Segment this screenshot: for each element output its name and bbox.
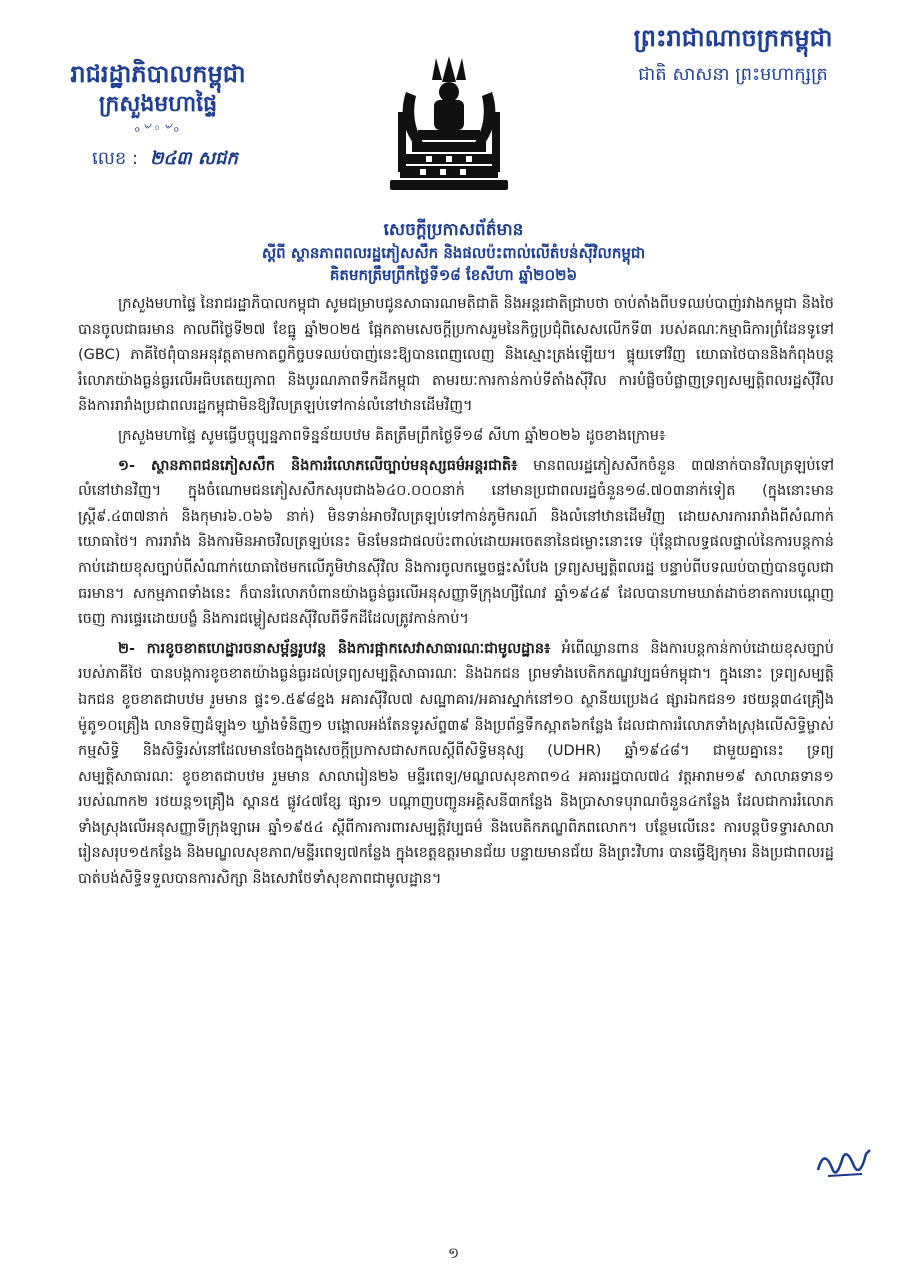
- left-header: [58, 58, 258, 138]
- kingdom-name: ព្រះរាជាណាចក្រកម្ពុជា: [633, 24, 833, 52]
- government-name: រាជរដ្ឋាភិបាលកម្ពុជា: [70, 60, 246, 88]
- reference-value: ២៤៣ សជក: [149, 148, 238, 169]
- reference-number: [92, 146, 312, 172]
- item-2-title: ២- ការខូចខាតហេដ្ឋារចនាសម្ព័ន្ធរូបវន្ត និងការផ្អាកសេវាសាធារណៈជាមូលដ្ឋាន៖: [118, 640, 551, 657]
- report-intro-paragraph: ក្រសួងមហាផ្ទៃ សូមធ្វើបច្ចុប្បន្នភាពទិន្នន័យបឋម គិតត្រឹមព្រឹកថ្ងៃទី១៨ សីហា ឆ្នាំ២០២៦ ដូចខាងក្រោម៖: [118, 427, 666, 444]
- item-2-text: អំពើឈ្លានពាន និងការបន្តកាន់កាប់ដោយខុសច្បាប់របស់ភាគីថៃ បានបង្កការខូចខាតយ៉ាងធ្ងន់ធ្ងរដល់ទ្រព្យសម្បត្តិសាធារណៈ និងឯកជន ព្រមទាំងបេតិកភណ្ឌវប្បធម៌កម្ពុជា។ ក្នុងនោះ ទ្រព្យសម្បត្តិឯកជន ខូចខាតជាបឋម រួមមាន ផ្ទះ១.៥៩៨ខ្នង អគារស៊ីវិល៧ សណ្ឋាគារ/អគារស្នាក់នៅ១០ ស្ថានីយប្រេង៤ ផ្សារឯកជន១ រថយន្ត៣៤គ្រឿង ម៉ូតូ១០គ្រឿង លានទិញដំឡូង១ ឃ្លាំងទំនិញ១ បង្គោលអង់តែនទូរស័ព្ទ៣៩ និងប្រព័ន្ធទឹកស្អាត៦កន្លែង ដែលជាការរំលោភទាំងស្រុងលើសិទ្ធិម្ចាស់កម្មសិទ្ធិ និងសិទ្ធិរស់នៅដែលមានចែងក្នុងសេចក្តីប្រកាសជាសកលស្តីពីសិទ្ធិមនុស្ស (UDHR) ឆ្នាំ១៩៤៨។ ជាមួយគ្នានេះ ទ្រព្យសម្បត្តិសាធារណៈ ខូចខាតជាបឋម រួមមាន សាលារៀន២៦ មន្ទីរពេទ្យ/មណ្ឌលសុខភាព១៤ អគាររដ្ឋបាល៧៤ វត្តអារាម១៩ សាលាឆទាន១ របស់ណាក២ រថយន្ត១គ្រឿង ស្ពាន៥ ផ្លូវ៤៧ខ្សែ ផ្សារ១ បណ្តាញបញ្ជូនអគ្គិសនី៣កន្លែង និងប្រាសាទបុរាណចំនួន៤កន្លែង ដែលជាការរំលោភទាំងស្រុងលើអនុសញ្ញាទីក្រុងឡាអេ ឆ្នាំ១៩៥៤ ស្តីពីការការពារសម្បត្តិវប្បធម៌ និងបេតិកភណ្ឌពិភពលោក។ បន្ថែមលើនេះ ការបន្តបិទទ្វារសាលារៀនសរុប១៥កន្លែង និងមណ្ឌលសុខភាព/មន្ទីរពេទ្យ៧កន្លែង ក្នុងខេត្តឧត្តរមានជ័យ បន្ទាយមានជ័យ និងព្រះវិហារ បានធ្វើឱ្យកុមារ និងប្រជាពលរដ្ឋបាត់បង់សិទ្ធិទទួលបានការសិក្សា និងសេវាថែទាំសុខភាពជាមូលដ្ឋាន។: [78, 640, 834, 888]
- signature-drawing: [814, 1140, 874, 1184]
- royal-emblem-icon: [376, 52, 522, 194]
- title-line-1: សេចក្តីប្រកាសព័ត៌មាន: [383, 220, 524, 240]
- item-2-paragraph: [78, 637, 834, 893]
- reference-label: លេខ :: [92, 148, 139, 169]
- item-1-title: ១- ស្ថានភាពជនភៀសសឹក និងការរំលោភលើច្បាប់មនុស្សធម៌អន្តរជាតិ៖: [118, 457, 518, 474]
- right-header: [588, 22, 878, 90]
- item-1-paragraph: [78, 454, 834, 633]
- emblem-drawing: [376, 52, 522, 194]
- initials-signature: [814, 1140, 874, 1184]
- ministry-name: ក្រសួងមហាផ្ទៃ: [98, 92, 218, 117]
- title-line-2: ស្តីពី ស្ថានភាពពលរដ្ឋភៀសសឹក និងផលប៉ះពាល់លើតំបន់ស៊ីវិលកម្ពុជា: [261, 244, 646, 262]
- intro-paragraph: ក្រសួងមហាផ្ទៃ នៃរាជរដ្ឋាភិបាលកម្ពុជា សូមជម្រាបជូនសាធារណមតិជាតិ និងអន្តរជាតិជ្រាបថា ចាប់តាំងពីបទឈប់បាញ់រវាងកម្ពុជា និងថៃ បានចូលជាធរមាន កាលពីថ្ងៃទី២៧ ខែធ្នូ ឆ្នាំ២០២៥ ផ្អែកតាមសេចក្តីប្រកាសរួមនៃកិច្ចប្រជុំពិសេសលើកទី៣ របស់គណៈកម្មាធិការព្រំដែនទូទៅ (GBC) ភាគីថៃពុំបានអនុវត្តតាមកាតព្វកិច្ចបទឈប់បាញ់នេះឱ្យបានពេញលេញ និងស្មោះត្រង់ឡើយ។ ផ្ទុយទៅវិញ យោធាថៃបាននិងកំពុងបន្តរំលោភយ៉ាងធ្ងន់ធ្ងរលើអធិបតេយ្យភាព និងបូរណភាពទឹកដីកម្ពុជា តាមរយៈការកាន់កាប់ទីតាំងស៊ីវិល ការបំផ្លិចបំផ្លាញទ្រព្យសម្បត្តិពលរដ្ឋស៊ីវិល និងការរារាំងប្រជាពលរដ្ឋកម្ពុជាមិនឱ្យវិលត្រឡប់ទៅកាន់លំនៅឋានដើមវិញ។: [78, 296, 834, 415]
- announcement-title: [100, 218, 807, 286]
- national-motto: ជាតិ សាសនា ព្រះមហាក្សត្រ: [638, 64, 828, 85]
- item-1-text: មានពលរដ្ឋភៀសសឹកចំនួន ៣៧នាក់បានវិលត្រឡប់ទៅលំនៅឋានវិញ។ ក្នុងចំណោមជនភៀសសឹកសរុបជាង៦៤០.០០០នាក់ នៅមានប្រជាពលរដ្ឋចំនួន១៨.៧០៣នាក់ទៀត (ក្នុងនោះមានស្ត្រី៩.៤៣៧នាក់ និងកុមារ៦.០៦៦ នាក់) មិនទាន់អាចវិលត្រឡប់ទៅកាន់ភូមិករណ៍ និងលំនៅឋានដើមវិញ ដោយសារការរារាំងពីសំណាក់យោធាថៃ។ ការរារាំង និងការមិនអាចវិលត្រឡប់នេះ មិនមែនជាផលប៉ះពាល់ដោយអចេតនានៃជម្លោះនោះទេ ប៉ុន្តែជាលទ្ធផលផ្ទាល់នៃការបន្តកាន់កាប់ដោយខុសច្បាប់ពីសំណាក់យោធាថៃមកលើភូមិឋានស៊ីវិល និងការចូលកម្ទេចផ្ទះសំបែង ទ្រព្យសម្បត្តិពលរដ្ឋ បន្ទាប់ពីបទឈប់បាញ់បានចូលជាធរមាន។ សកម្មភាពទាំងនេះ ក៏បានរំលោភបំពានយ៉ាងធ្ងន់ធ្ងរលើអនុសញ្ញាទីក្រុងហ្សឺណែវ ឆ្នាំ១៩៤៩ ដែលបានហាមឃាត់ដាច់ខាតការបណ្តេញចេញ ការផ្ទេរដោយបង្ខំ និងការជម្លៀសជនស៊ីវិលពីទឹកដីដែលត្រូវកាន់កាប់។: [78, 457, 835, 628]
- document-body: [78, 292, 834, 897]
- ornament-divider: ৹৺◦৺৹: [134, 121, 182, 137]
- title-line-3: គិតមកត្រឹមព្រឹកថ្ងៃទី១៨ ខែសីហា ឆ្នាំ២០២៦: [329, 266, 578, 284]
- page-number: ១: [447, 1244, 460, 1262]
